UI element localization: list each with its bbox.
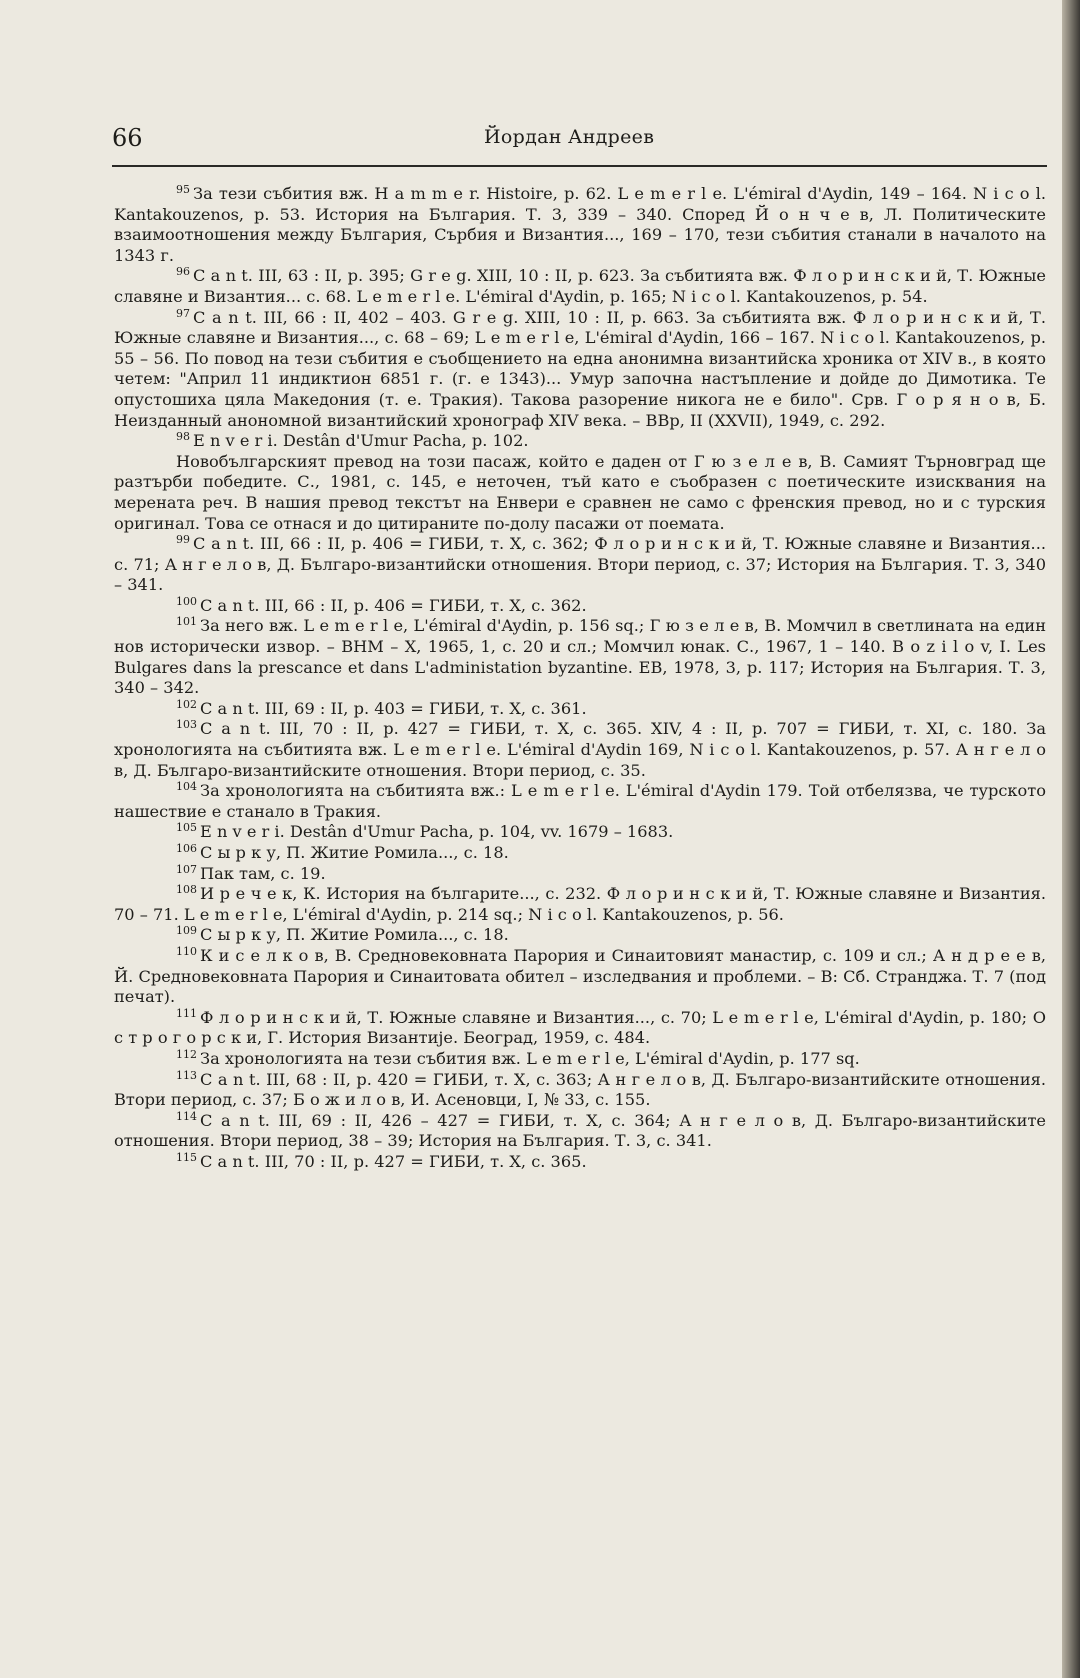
- footnote: [114, 596, 1046, 617]
- footnote-number: 112: [176, 1047, 197, 1061]
- footnote-text: К и с е л к о в, В. Средновековната Парория и Синаитовият манастир, с. 109 и сл.; А н д р е е в, Й. Средновековната Парория и Синаитовата обител – изследвания и проблеми. – В: Сб. Странджа. Т. 7 (под печат).: [114, 945, 1046, 1007]
- footnote-text: C a n t. III, 66 : II, p. 406 = ГИБИ, т. X, с. 362; Ф л о р и н с к и й, Т. Южные славяне и Византия... с. 71; А н г е л о в, Д. Българо-византийски отношения. Втори период, с. 37; История на България. Т. 3, 340 – 341.: [114, 534, 1046, 595]
- footnote-number: 106: [176, 842, 197, 855]
- footnote-number: 101: [176, 615, 197, 629]
- footnote: [114, 925, 1046, 946]
- page-number: 66: [112, 124, 143, 152]
- footnote-number: 110: [176, 944, 197, 958]
- footnotes-body: [114, 184, 1046, 1173]
- footnote: [114, 843, 1046, 864]
- footnote-text: C a n t. III, 69 : II, p. 403 = ГИБИ, т. X, с. 361.: [200, 698, 587, 718]
- footnote: [114, 719, 1046, 781]
- footnote-text: Пак там, с. 19.: [200, 863, 326, 883]
- page-header: [112, 124, 1047, 158]
- footnote: [114, 864, 1046, 885]
- footnote: [114, 1152, 1046, 1173]
- footnote: [114, 884, 1046, 925]
- running-title: Йордан Андреев: [484, 126, 655, 148]
- footnote-text: За него вж. L e m e r l e, L'émiral d'Aydin, p. 156 sq.; Г ю з е л е в, В. Момчил в светлината на един нов исторически извор. – ВНМ – X, 1965, 1, с. 20 и сл.; Момчил юнак. С., 1967, 1 – 140. B o z i l o v, I. Les Bulgares dans la prescance et dans L'administation byzantine. EB, 1978, 3, p. 117; История на България. Т. 3, 340 – 342.: [114, 616, 1046, 698]
- footnote: [114, 1070, 1046, 1111]
- footnote-text: C a n t. III, 70 : II, p. 427 = ГИБИ, т. X, с. 365.: [200, 1151, 587, 1171]
- footnote: [114, 616, 1046, 698]
- footnote-number: 109: [176, 924, 197, 938]
- footnote: [114, 822, 1046, 843]
- footnote: [114, 534, 1046, 596]
- footnote-number: 98: [176, 430, 190, 444]
- translation-note-paragraph: Новобългарският превод на този пасаж, който е даден от Г ю з е л е в, В. Самият Търновград ще разтърби победите. С., 1981, с. 145, е неточен, тъй като е съобразен с поетическите изисквания на мерената реч. В нашия превод текстът на Енвери е сравнен не само с френския превод, но и с турския оригинал. Това се отнася и до цитираните по-долу пасажи от поемата.: [114, 451, 1046, 533]
- footnote-text: И р е ч е к, К. История на българите..., с. 232. Ф л о р и н с к и й, Т. Южные славяне и Византия. 70 – 71. L e m e r l e, L'émiral d'Aydin, p. 214 sq.; N i c o l. Kantakouzenos, p. 56.: [114, 884, 1046, 924]
- footnote-number: 100: [176, 594, 197, 608]
- footnote: [114, 1049, 1046, 1070]
- footnote-text: C a n t. III, 66 : II, p. 406 = ГИБИ, т. X, с. 362.: [200, 595, 587, 615]
- footnote-number: 114: [176, 1109, 197, 1123]
- footnote-number: 111: [176, 1006, 197, 1020]
- footnote-number: 108: [176, 883, 197, 897]
- footnote-number: 103: [176, 718, 197, 732]
- footnote-text: За хронологията на тези събития вж. L e m e r l e, L'émiral d'Aydin, p. 177 sq.: [200, 1048, 860, 1068]
- footnote-text: C a n t. III, 69 : II, 426 – 427 = ГИБИ, т. X, с. 364; А н г е л о в, Д. Българо-византийските отношения. Втори период, 38 – 39; История на България. Т. 3, с. 341.: [114, 1110, 1046, 1151]
- footnote-text: С ы р к у, П. Житие Ромила..., с. 18.: [200, 925, 509, 945]
- footnote: [114, 266, 1046, 307]
- footnote-number: 104: [176, 780, 197, 794]
- footnote: [114, 1008, 1046, 1049]
- footnote: [114, 699, 1046, 720]
- footnote: [114, 308, 1046, 432]
- footnote-text: E n v e r i. Destân d'Umur Pacha, p. 104, vv. 1679 – 1683.: [200, 822, 674, 842]
- footnote: [114, 431, 1046, 452]
- footnote-number: 96: [176, 265, 190, 279]
- footnote-number: 107: [176, 862, 197, 876]
- footnote-number: 99: [176, 533, 190, 547]
- footnote-number: 95: [176, 183, 190, 196]
- footnote-text: За тези събития вж. H a m m e r. Histoire, p. 62. L e m e r l e. L'émiral d'Aydin, 149 – 164. N i c o l. Kantakouzenos, p. 53. История на България. Т. 3, 339 – 340. Според Й о н ч е в, Л. Политическите взаимоотношения между България, Сърбия и Византия..., 169 – 170, тези събития станали в началото на 1343 г.: [114, 184, 1046, 265]
- footnote: [114, 946, 1046, 1008]
- footnote-number: 105: [176, 821, 197, 835]
- footnote-number: 102: [176, 697, 197, 711]
- footnote-text: За хронологията на събитията вж.: L e m e r l e. L'émiral d'Aydin 179. Той отбелязва, че турското нашествие е станало в Тракия.: [114, 781, 1046, 821]
- footnote-number: 113: [176, 1068, 197, 1082]
- footnote-text: C a n t. III, 70 : II, p. 427 = ГИБИ, т. X, с. 365. XIV, 4 : II, p. 707 = ГИБИ, т. XI, с. 180. За хронологията на събитията вж. L e m e r l e. L'émiral d'Aydin 169, N i c o l. Kantakouzenos, p. 57. А н г е л о в, Д. Българо-византийските отношения. Втори период, с. 35.: [114, 719, 1046, 780]
- footnote-number: 97: [176, 306, 190, 320]
- footnote: [114, 781, 1046, 822]
- footnote-text: C a n t. III, 68 : II, p. 420 = ГИБИ, т. X, с. 363; А н г е л о в, Д. Българо-византийските отношения. Втори период, с. 37; Б о ж и л о в, И. Асеновци, I, № 33, с. 155.: [114, 1069, 1046, 1110]
- binding-edge: [1062, 0, 1080, 1678]
- footnote: [114, 184, 1046, 266]
- header-rule: [112, 165, 1047, 167]
- footnote-text: C a n t. III, 63 : II, p. 395; G r e g. XIII, 10 : II, p. 623. За събитията вж. Ф л о р и н с к и й, Т. Южные славяне и Византия... с. 68. L e m e r l e. L'émiral d'Aydin, p. 165; N i c o l. Kantakouzenos, p. 54.: [114, 266, 1046, 306]
- footnote: [114, 1111, 1046, 1152]
- footnote-text: E n v e r i. Destân d'Umur Pacha, p. 102.: [193, 431, 529, 451]
- footnote-text: С ы р к у, П. Житие Ромила..., с. 18.: [200, 843, 509, 862]
- footnote-text: Ф л о р и н с к и й, Т. Южные славяне и Византия..., с. 70; L e m e r l e, L'émiral d'Aydin, p. 180; О с т р о г о р с к и, Г. История Византије. Београд, 1959, с. 484.: [114, 1007, 1047, 1048]
- footnote-text: C a n t. III, 66 : II, 402 – 403. G r e g. XIII, 10 : II, p. 663. За събитията вж. Ф л о р и н с к и й, Т. Южные славяне и Византия..., с. 68 – 69; L e m e r l e, L'émiral d'Aydin, 166 – 167. N i c o l. Kantakouzenos, p. 55 – 56. По повод на тези събития е съобщението на една анонимна византийска хроника от XIV в., в която четем: "Април 11 индиктион 6851 г. (г. е 1343)... Умур започна настъпление и дойде до Димотика. Те опустошиха цяла Македония (т. е. Тракия). Такова разорение никога не е било". Срв. Г о р я н о в, Б. Неизданный анономной византийский хронограф XIV века. – ВВр, II (XXVII), 1949, с. 292.: [114, 307, 1046, 430]
- footnote-number: 115: [176, 1150, 197, 1164]
